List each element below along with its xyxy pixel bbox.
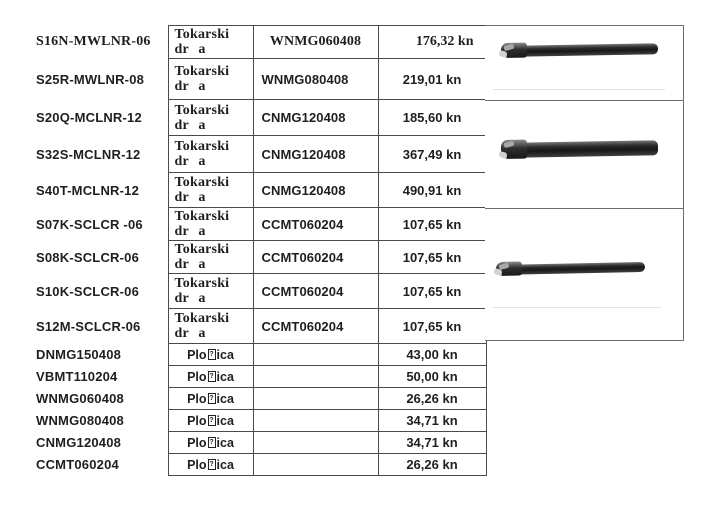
type-line-1: Tokarski [174,139,230,154]
product-code-cell: CCMT060204 [36,457,119,472]
product-photos-panel [485,25,684,341]
insert-code-cell: CCMT060204 [253,274,378,309]
type-cell [168,136,253,173]
table-row [0,454,486,476]
insert-code-cell-empty [253,454,378,476]
type-line-2: dr a [174,154,206,169]
type-cell [168,173,253,208]
table-row [0,388,486,410]
type-line-1: Tokarski [174,311,230,326]
type-line-1: Tokarski [174,276,230,291]
type-line-2: dr a [174,190,206,205]
type-cell [168,344,253,366]
table-row [0,366,486,388]
insert-code-cell-empty [253,432,378,454]
insert-code-cell: WNMG080408 [253,59,378,100]
product-code-cell: S32S-MCLNR-12 [36,146,141,162]
type-line-2: dr a [174,42,206,57]
type-line-1: Tokarski [174,64,230,79]
missing-glyph-box: ? [209,350,214,358]
type-text-pre: Plo [187,435,207,450]
price-cell: 26,26 kn [378,388,486,410]
type-text-pre: Plo [187,369,207,384]
type-cell [168,432,253,454]
product-code-cell: S40T-MCLNR-12 [36,182,140,198]
product-code-cell: DNMG150408 [36,347,122,362]
insert-code-cell-empty [253,410,378,432]
photo-baseline-line [493,307,661,308]
type-cell [168,274,253,309]
photo-cell-divider [485,208,683,209]
table-row [0,274,486,309]
price-cell: 107,65 kn [378,309,486,344]
product-code-cell: S20Q-MCLNR-12 [36,110,142,125]
type-text-post: ica [216,391,234,406]
type-line-2: dr a [174,117,206,133]
insert-code-cell: CCMT060204 [253,241,378,274]
price-cell: 490,91 kn [378,173,486,208]
table-row [0,432,486,454]
boring-bar-photo-2 [502,140,658,158]
missing-glyph-box: ? [209,438,214,446]
insert-code-cell: WNMG060408 [253,26,378,59]
insert-code-cell: CNMG120408 [253,136,378,173]
insert-code-cell: CNMG120408 [253,100,378,136]
product-code-cell: S25R-MWLNR-08 [36,71,145,87]
product-code-cell: S10K-SCLCR-06 [36,283,140,299]
price-cell: 34,71 kn [378,432,486,454]
type-text-pre: Plo [187,457,207,472]
price-cell: 107,65 kn [378,241,486,274]
type-line-1: Tokarski [174,175,230,190]
price-cell: 43,00 kn [378,344,486,366]
type-line-2: dr a [174,257,206,272]
price-cell: 50,00 kn [378,366,486,388]
type-cell [168,388,253,410]
price-cell: 219,01 kn [378,59,486,100]
type-text-post: ica [216,457,234,472]
product-code-cell: S16N-MWLNR-06 [36,34,151,49]
type-text-post: ica [216,435,234,450]
type-cell [168,366,253,388]
missing-glyph-box: ? [209,372,214,380]
photo-baseline-line [493,89,665,90]
photo-cell-divider [485,100,683,101]
table-row [0,100,486,136]
table-row [0,208,486,241]
price-list-table [0,25,487,476]
insert-code-cell: CCMT060204 [253,309,378,344]
table-row [0,309,486,344]
type-text-pre: Plo [187,347,207,362]
type-line-1: Tokarski [174,209,230,224]
type-cell [168,59,253,100]
missing-glyph-box: ? [209,394,214,402]
insert-code-cell-empty [253,344,378,366]
table-row [0,173,486,208]
product-code-cell: VBMT110204 [36,369,118,384]
type-line-1: Tokarski [174,27,230,42]
product-code-cell: S07K-SCLCR -06 [36,216,143,232]
insert-code-cell: CNMG120408 [253,173,378,208]
table-row [0,59,486,100]
missing-glyph-box: ? [209,460,214,468]
cutting-head [501,43,527,58]
table-row [0,344,486,366]
boring-bar-photo-1 [502,43,658,57]
insert-code-cell-empty [253,388,378,410]
type-line-2: dr a [174,224,206,239]
type-text-post: ica [216,413,234,428]
type-cell [168,241,253,274]
missing-glyph-box: ? [209,416,214,424]
price-cell: 107,65 kn [378,208,486,241]
cutting-head [501,140,527,159]
price-cell: 107,65 kn [378,274,486,309]
type-text-pre: Plo [187,391,207,406]
table-row [0,410,486,432]
insert-code-cell: CCMT060204 [253,208,378,241]
type-cell [168,410,253,432]
insert-code-cell-empty [253,366,378,388]
type-cell [168,309,253,344]
table-row [0,136,486,173]
type-cell [168,454,253,476]
cutting-head [496,261,522,276]
price-cell: 185,60 kn [378,100,486,136]
type-line-1: Tokarski [174,242,230,257]
product-code-cell: S12M-SCLCR-06 [36,318,141,334]
table-row [0,26,486,59]
price-cell: 176,32 kn [378,26,486,59]
type-cell [168,26,253,59]
type-line-2: dr a [174,326,206,341]
type-cell [168,100,253,136]
price-cell: 26,26 kn [378,454,486,476]
type-text-pre: Plo [187,413,207,428]
price-cell: 367,49 kn [378,136,486,173]
type-line-1: Tokarski [174,102,230,118]
table-row [0,241,486,274]
price-cell: 34,71 kn [378,410,486,432]
product-code-cell: WNMG080408 [36,413,124,428]
boring-bar-photo-3 [497,262,645,275]
type-cell [168,208,253,241]
product-code-cell: WNMG060408 [36,391,124,406]
type-line-2: dr a [174,79,206,94]
product-code-cell: S08K-SCLCR-06 [36,249,140,265]
type-line-2: dr a [174,291,206,306]
product-code-cell: CNMG120408 [36,435,122,450]
type-text-post: ica [216,347,234,362]
type-text-post: ica [216,369,234,384]
